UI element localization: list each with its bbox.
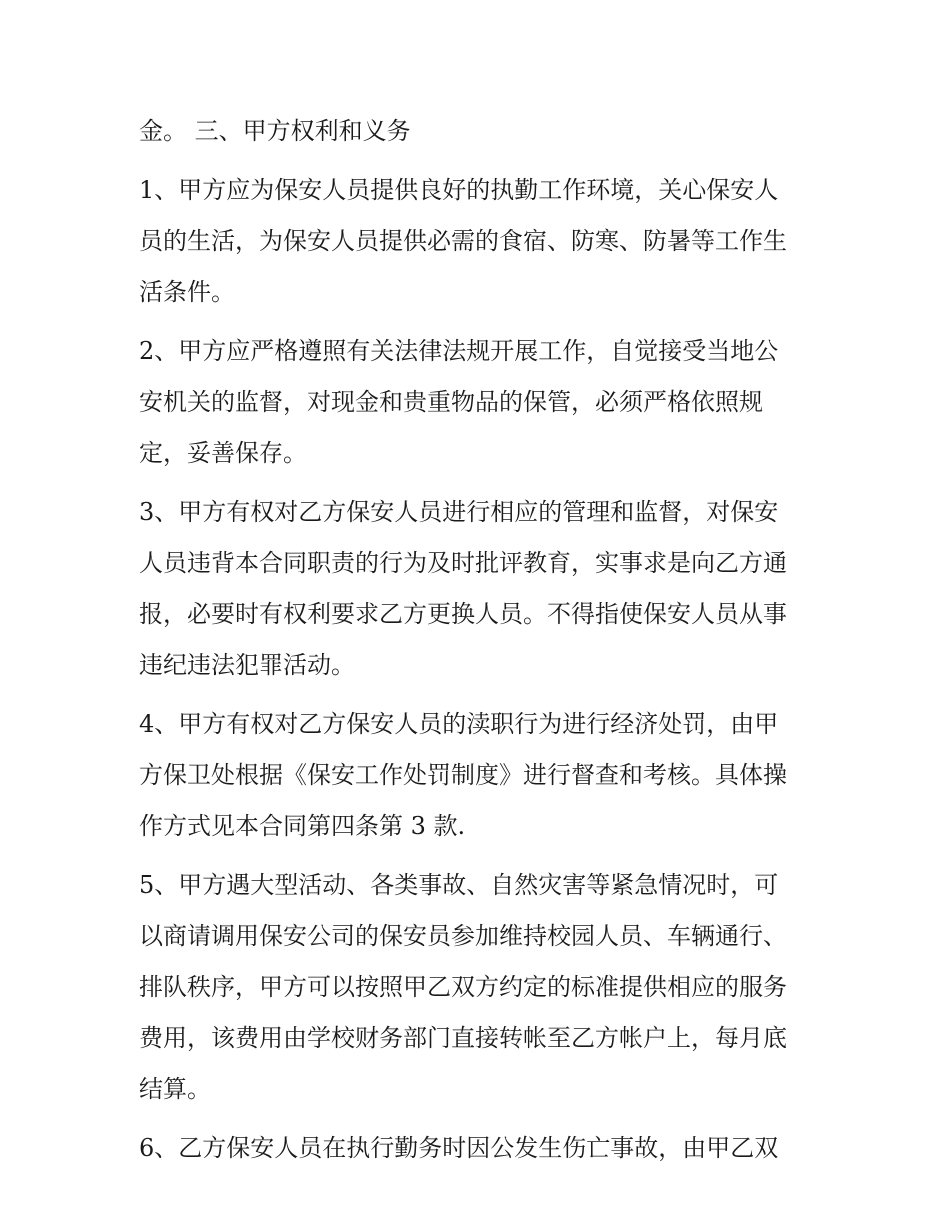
text-line: 4、甲方有权对乙方保安人员的渎职行为进行经济处罚，由甲 (139, 710, 779, 738)
text-line: 结算。 (139, 1075, 211, 1103)
text-line: 3、甲方有权对乙方保安人员进行相应的管理和监督，对保安 (139, 498, 779, 526)
text-line: 作方式见本合同第四条第 3 款. (139, 812, 466, 840)
text-line: 报，必要时有权利要求乙方更换人员。不得指使保安人员从事 (139, 600, 787, 628)
text-line: 人员违背本合同职责的行为及时批评教育，实事求是向乙方通 (139, 549, 787, 577)
text-line: 6、乙方保安人员在执行勤务时因公发生伤亡事故，由甲乙双 (139, 1134, 779, 1162)
text-line: 以商请调用保安公司的保安员参加维持校园人员、车辆通行、 (139, 922, 787, 950)
paragraph-clause-5 (139, 860, 829, 1115)
paragraph-clause-3 (139, 487, 829, 691)
text-line: 违纪违法犯罪活动。 (139, 651, 355, 679)
text-line: 2、甲方应严格遵照有关法律法规开展工作，自觉接受当地公 (139, 337, 779, 365)
text-line: 1、甲方应为保安人员提供良好的执勤工作环境，关心保安人 (139, 176, 779, 204)
text-line: 5、甲方遇大型活动、各类事故、自然灾害等紧急情况时，可 (139, 871, 779, 899)
text-line: 排队秩序，甲方可以按照甲乙双方约定的标准提供相应的服务 (139, 973, 787, 1001)
paragraph-clause-4 (139, 699, 829, 852)
paragraph-section-heading (139, 106, 829, 157)
text-line: 活条件。 (139, 278, 235, 306)
document-body (139, 106, 829, 1182)
text-line: 员的生活，为保安人员提供必需的食宿、防寒、防暑等工作生 (139, 227, 787, 255)
text-line: 费用，该费用由学校财务部门直接转帐至乙方帐户上，每月底 (139, 1024, 787, 1052)
text-line: 安机关的监督，对现金和贵重物品的保管，必须严格依照规 (139, 388, 763, 416)
paragraph-clause-1 (139, 165, 829, 318)
text-line: 金。 三、甲方权利和义务 (139, 117, 411, 145)
text-line: 方保卫处根据《保安工作处罚制度》进行督查和考核。具体操 (139, 761, 787, 789)
text-line: 定，妥善保存。 (139, 439, 307, 467)
paragraph-clause-6 (139, 1123, 829, 1174)
paragraph-clause-2 (139, 326, 829, 479)
